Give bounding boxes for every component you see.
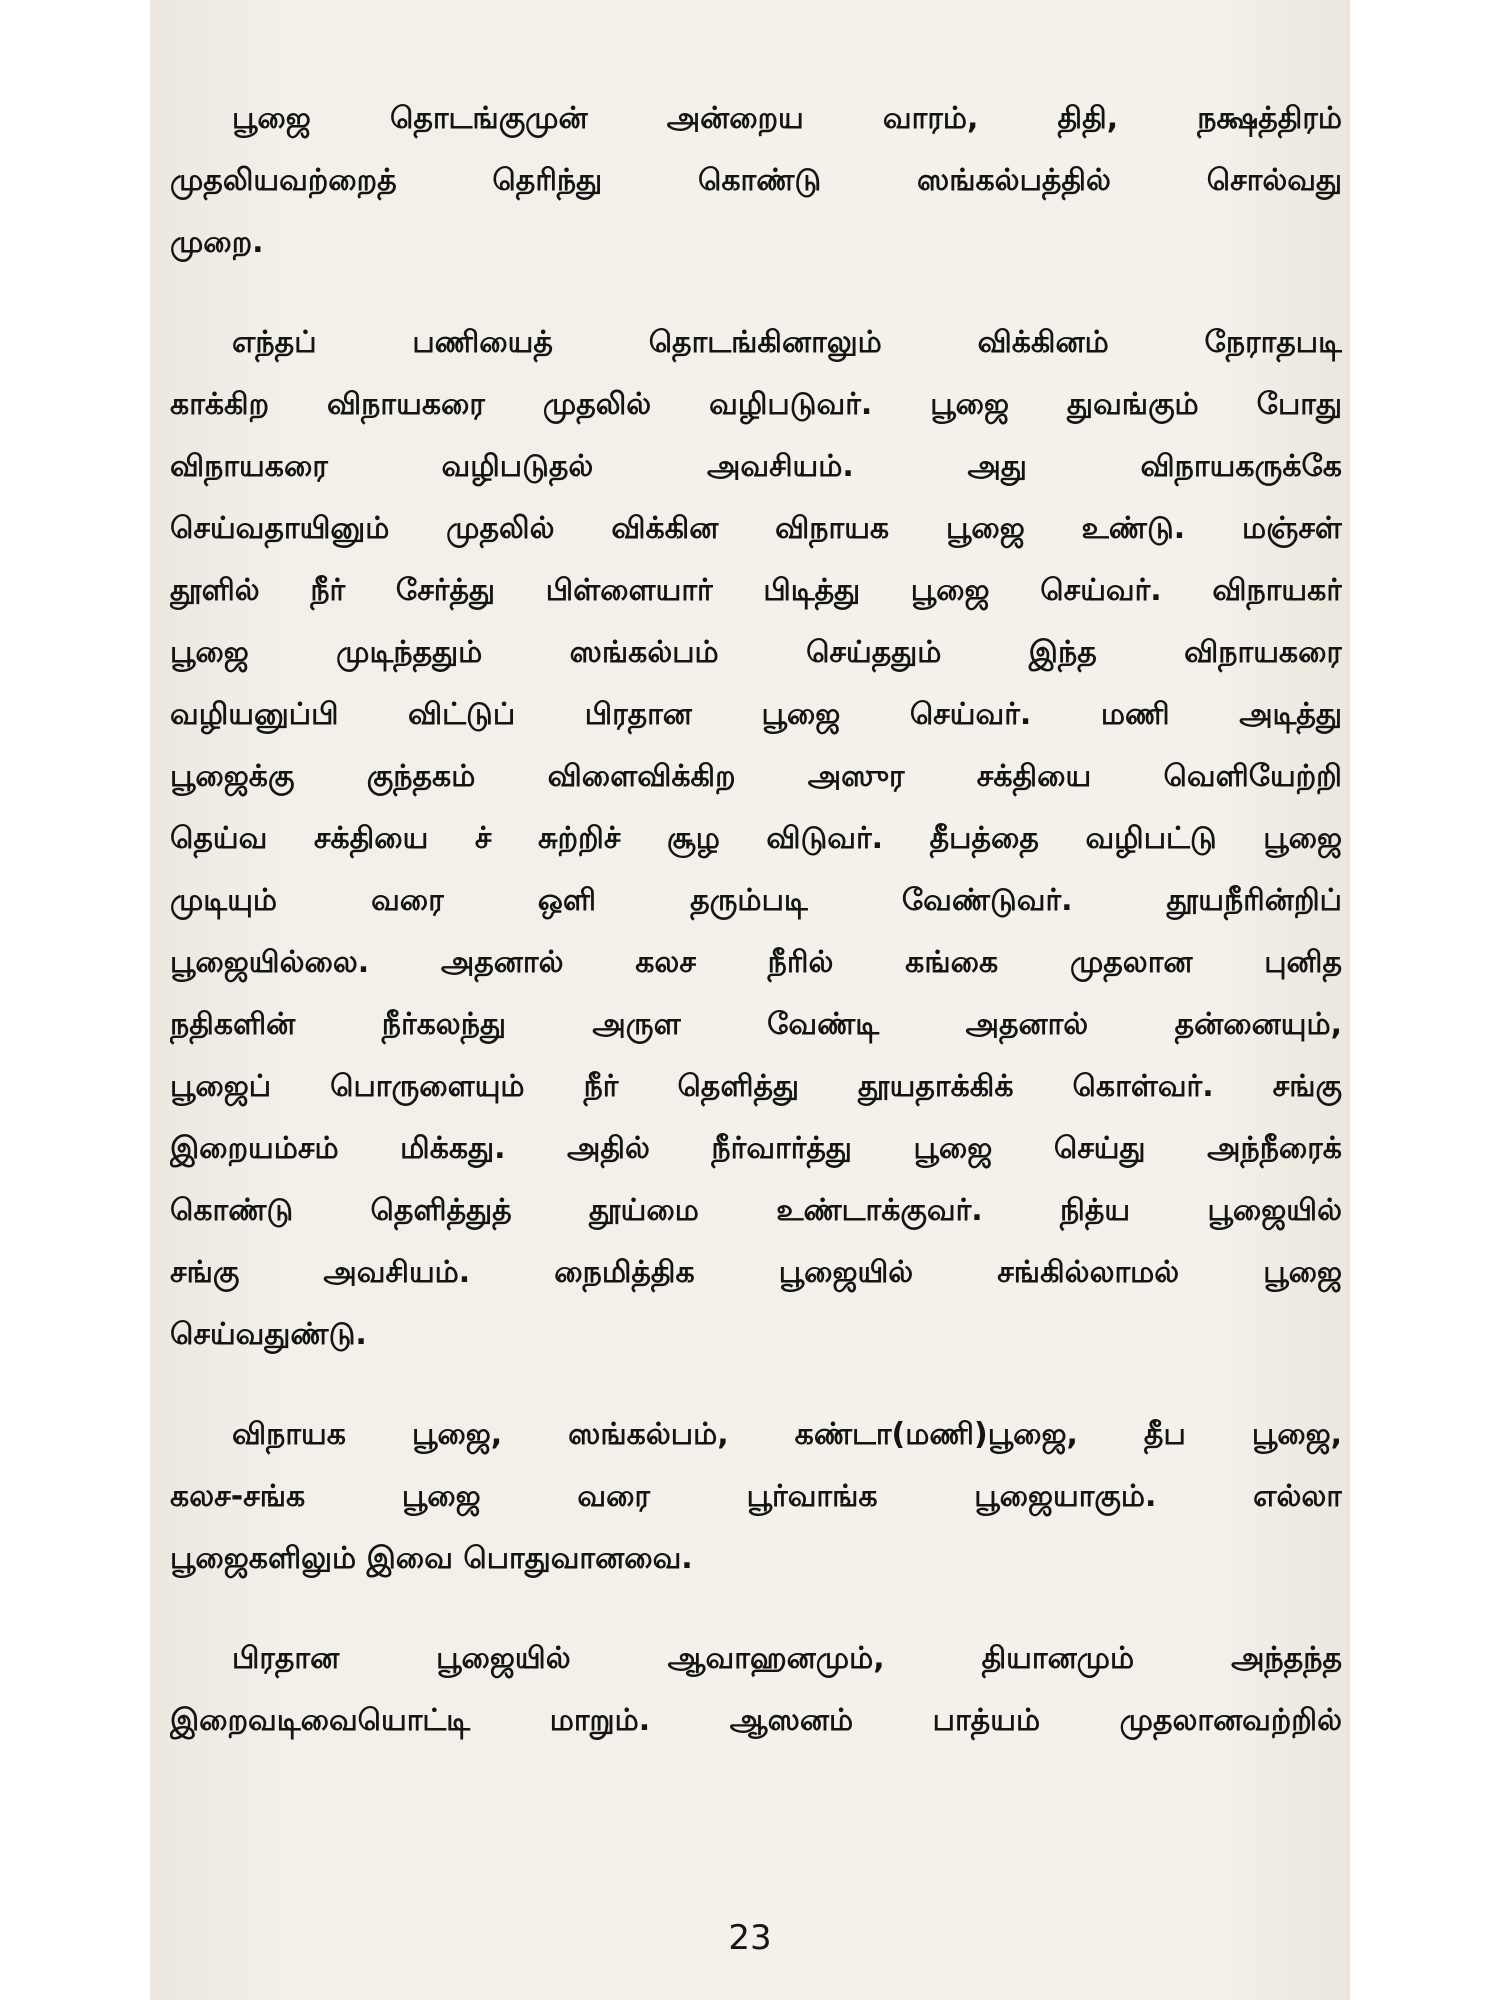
text-line: வழியனுப்பி விட்டுப் பிரதான பூஜை செய்வர். மணி அடித்து: [170, 697, 1342, 732]
text-line: பிரதான பூஜையில் ஆவாஹனமும், தியானமும் அந்தந்த: [232, 1641, 1342, 1676]
text-line: கலச-சங்க பூஜை வரை பூர்வாங்க பூஜையாகும். எல்லா: [170, 1479, 1342, 1514]
text-line: காக்கிற விநாயகரை முதலில் வழிபடுவர். பூஜை துவங்கும் போது: [170, 387, 1342, 422]
text-line: எந்தப் பணியைத் தொடங்கினாலும் விக்கினம் நேராதபடி: [232, 325, 1342, 360]
text-line: பூஜை முடிந்ததும் ஸங்கல்பம் செய்ததும் இந்த விநாயகரை: [170, 635, 1342, 670]
text-line: முடியும் வரை ஒளி தரும்படி வேண்டுவர். தூயநீரின்றிப்: [170, 883, 1342, 918]
text-line: பூஜையில்லை. அதனால் கலச நீரில் கங்கை முதலான புனித: [170, 945, 1342, 980]
paragraph-1: [170, 88, 1342, 274]
text-line: சங்கு அவசியம். நைமித்திக பூஜையில் சங்கில்லாமல் பூஜை: [170, 1255, 1342, 1290]
text-line: பூஜைக்கு குந்தகம் விளைவிக்கிற அஸுர சக்தியை வெளியேற்றி: [170, 759, 1342, 794]
text-line: விநாயக பூஜை, ஸங்கல்பம், கண்டா(மணி)பூஜை, தீப பூஜை,: [232, 1417, 1342, 1452]
text-line: தூளில் நீர் சேர்த்து பிள்ளையார் பிடித்து பூஜை செய்வர். விநாயகர்: [170, 573, 1342, 608]
text-line: செய்வதுண்டு.: [170, 1317, 367, 1352]
text-line: கொண்டு தெளித்துத் தூய்மை உண்டாக்குவர். நித்ய பூஜையில்: [170, 1193, 1342, 1228]
text-line: விநாயகரை வழிபடுதல் அவசியம். அது விநாயகருக்கே: [170, 449, 1342, 484]
paragraph-4: [170, 1628, 1342, 1752]
text-line: இறைவடிவையொட்டி மாறும். ஆஸனம் பாத்யம் முதலானவற்றில்: [170, 1703, 1342, 1738]
text-line: பூஜை தொடங்குமுன் அன்றைய வாரம், திதி, நக்ஷத்திரம்: [232, 101, 1342, 136]
text-line: செய்வதாயினும் முதலில் விக்கின விநாயக பூஜை உண்டு. மஞ்சள்: [170, 511, 1342, 546]
page-number: 23: [728, 1918, 772, 1958]
paragraph-3: [170, 1404, 1342, 1590]
text-line: பூஜைகளிலும் இவை பொதுவானவை.: [170, 1541, 693, 1576]
text-line: தெய்வ சக்தியை ச் சுற்றிச் சூழ விடுவர். தீபத்தை வழிபட்டு பூஜை: [170, 821, 1342, 856]
text-line: இறையம்சம் மிக்கது. அதில் நீர்வார்த்து பூஜை செய்து அந்நீரைக்: [170, 1131, 1342, 1166]
page-body-text: [170, 88, 1342, 1752]
text-line: நதிகளின் நீர்கலந்து அருள வேண்டி அதனால் தன்னையும்,: [170, 1007, 1342, 1042]
text-line: முறை.: [170, 225, 264, 260]
paragraph-2: [170, 312, 1342, 1366]
text-line: பூஜைப் பொருளையும் நீர் தெளித்து தூயதாக்கிக் கொள்வர். சங்கு: [170, 1069, 1342, 1104]
text-line: முதலியவற்றைத் தெரிந்து கொண்டு ஸங்கல்பத்தில் சொல்வது: [170, 163, 1342, 198]
